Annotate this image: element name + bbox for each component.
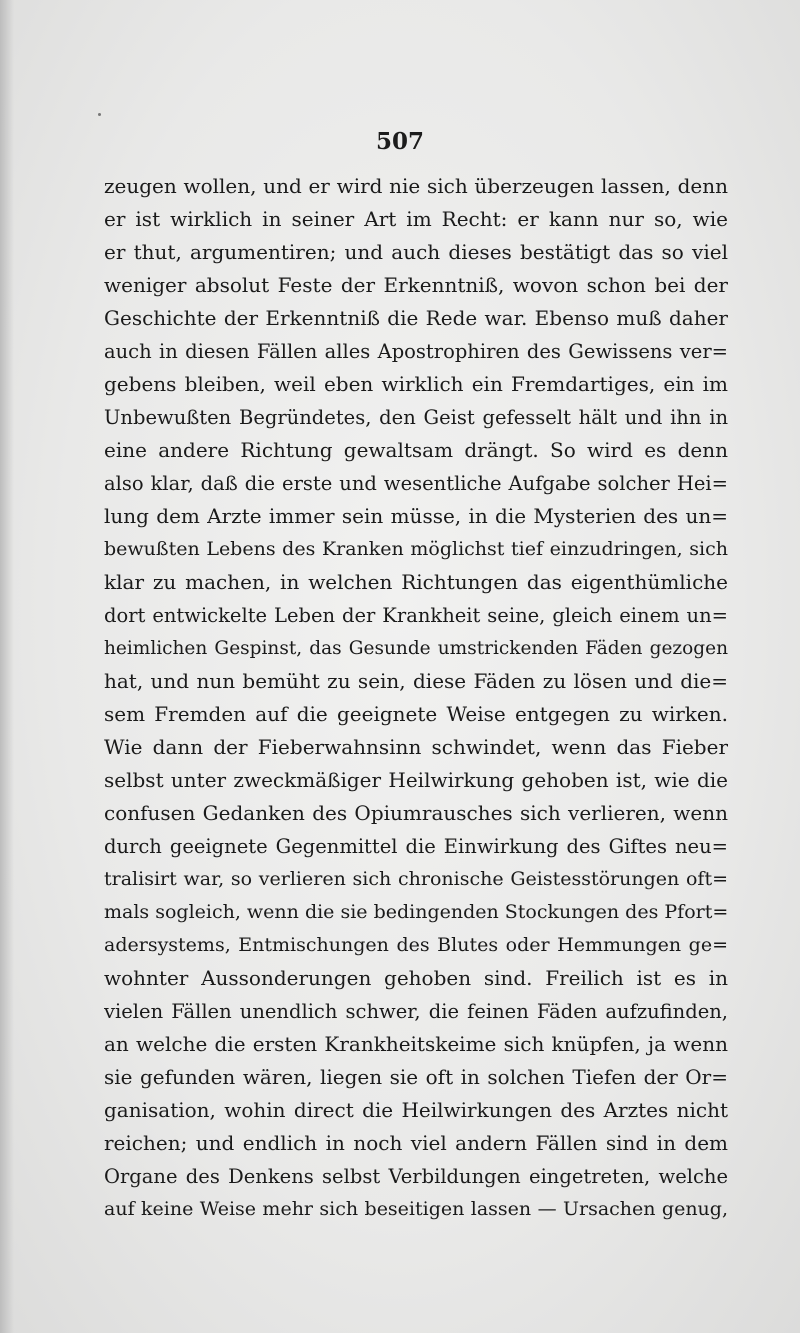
text-line: durch geeignete Gegenmittel die Einwirkung des Giftes neu= (104, 835, 728, 858)
text-line: confusen Gedanken des Opiumrausches sich verlieren, wenn (104, 801, 728, 825)
text-line: dort entwickelte Leben der Krankheit seine, gleich einem un= (104, 604, 728, 627)
text-line: Organe des Denkens selbst Verbildungen eingetreten, welche (104, 1165, 728, 1188)
text-line: bewußten Lebens des Kranken möglichst tief einzudringen, sich (104, 538, 728, 560)
text-line: Geschichte der Erkenntniß die Rede war. Ebenso muß daher (104, 306, 728, 330)
text-line: also klar, daß die erste und wesentliche Aufgabe solcher Hei= (104, 472, 728, 495)
text-line: er thut, argumentiren; und auch dieses bestätigt das so viel (104, 240, 728, 264)
text-line: hat, und nun bemüht zu sein, diese Fäden zu lösen und die= (104, 669, 728, 693)
text-line: reichen; und endlich in noch viel andern Fällen sind in dem (104, 1131, 728, 1155)
text-line: gebens bleiben, weil eben wirklich ein Fremdartiges, ein im (104, 372, 728, 396)
text-line: lung dem Arzte immer sein müsse, in die Mysterien des un= (104, 504, 728, 528)
text-line: weniger absolut Feste der Erkenntniß, wovon schon bei der (104, 273, 728, 297)
text-line: sie gefunden wären, liegen sie oft in solchen Tiefen der Or= (104, 1065, 728, 1089)
text-line: klar zu machen, in welchen Richtungen das eigenthümliche (104, 570, 728, 594)
page-edge-shadow (0, 0, 14, 1333)
text-line: er ist wirklich in seiner Art im Recht: er kann nur so, wie (104, 207, 728, 231)
text-line: Wie dann der Fieberwahnsinn schwindet, wenn das Fieber (104, 735, 728, 759)
text-line: zeugen wollen, und er wird nie sich überzeugen lassen, denn (104, 174, 728, 198)
text-line: auch in diesen Fällen alles Apostrophiren des Gewissens ver= (104, 340, 728, 363)
text-line: sem Fremden auf die geeignete Weise entgegen zu wirken. (104, 702, 728, 726)
text-line: auf keine Weise mehr sich beseitigen lassen — Ursachen genug, (104, 1198, 728, 1220)
text-line: ganisation, wohin direct die Heilwirkungen des Arztes nicht (104, 1098, 728, 1122)
text-line: adersystems, Entmischungen des Blutes oder Hemmungen ge= (104, 934, 728, 956)
text-line: tralisirt war, so verlieren sich chronische Geistesstörungen oft= (104, 868, 728, 890)
page-number: 507 (375, 128, 424, 155)
text-line: wohnter Aussonderungen gehoben sind. Freilich ist es in (104, 966, 728, 990)
body-text (104, 170, 728, 1226)
text-line: Unbewußten Begründetes, den Geist gefesselt hält und ihn in (104, 406, 728, 429)
text-line: eine andere Richtung gewaltsam drängt. So wird es denn (104, 438, 728, 462)
text-line: an welche die ersten Krankheitskeime sich knüpfen, ja wenn (104, 1032, 728, 1056)
text-line: vielen Fällen unendlich schwer, die feinen Fäden aufzufinden, (104, 1000, 728, 1023)
text-line: selbst unter zweckmäßiger Heilwirkung gehoben ist, wie die (104, 768, 728, 792)
text-line: heimlichen Gespinst, das Gesunde umstrickenden Fäden gezogen (104, 638, 728, 659)
paper-speck (98, 113, 101, 116)
text-line: mals sogleich, wenn die sie bedingenden Stockungen des Pfort= (104, 901, 728, 923)
